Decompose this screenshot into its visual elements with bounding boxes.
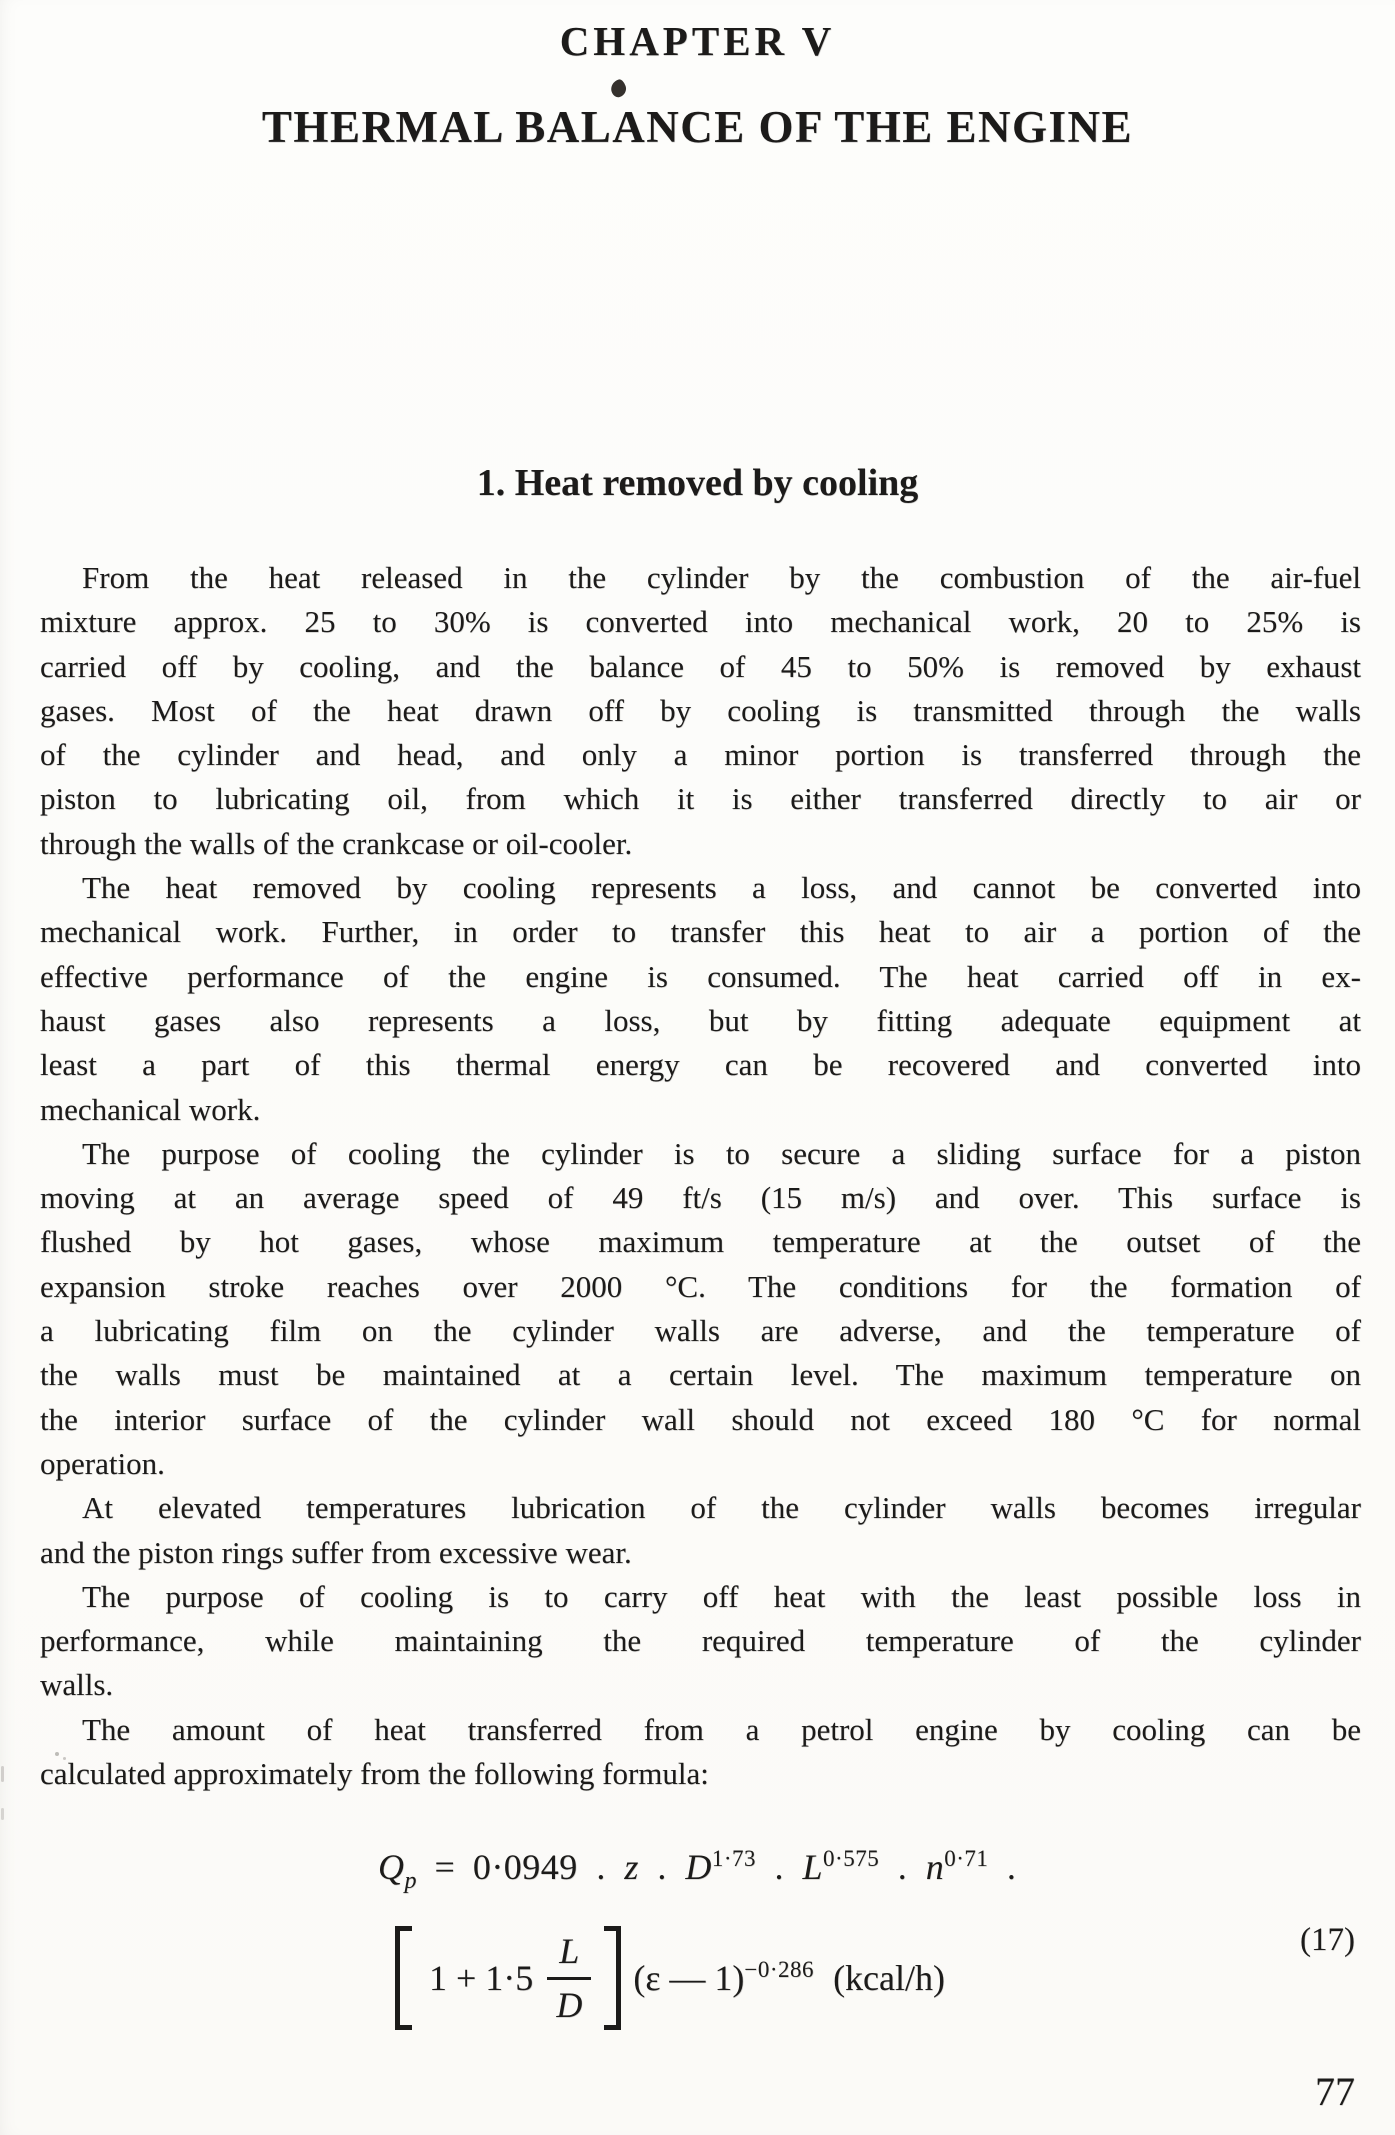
equation-line-1 <box>378 1846 1025 1895</box>
body-line: mechanical work. Further, in order to transfer this heat to air a portion of the <box>40 914 1361 950</box>
body-line: effective performance of the engine is consumed. The heat carried off in ex- <box>40 958 1361 994</box>
scan-speck <box>1 1808 4 1820</box>
body-line: mechanical work. <box>40 1091 261 1127</box>
dot-separator: . <box>657 1847 667 1887</box>
equation-exponent-D: 1·73 <box>711 1846 756 1871</box>
equation-variable-L: L <box>802 1847 824 1887</box>
dot-separator: . <box>1006 1847 1017 1887</box>
equation-units: (kcal/h) <box>833 1958 945 1998</box>
body-line: mixture approx. 25 to 30% is converted into mechanical work, 20 to 25% is <box>40 604 1361 640</box>
fraction-L-over-D <box>547 1930 591 2026</box>
equation-variable-z: z <box>624 1847 639 1887</box>
body-line: the walls must be maintained at a certain level. The maximum temperature on <box>40 1357 1361 1393</box>
right-bracket <box>601 1926 621 2030</box>
body-line: carried off by cooling, and the balance of 45 to 50% is removed by exhaust <box>40 648 1361 684</box>
scan-speck <box>1 1766 4 1782</box>
body-line: expansion stroke reaches over 2000 °C. The conditions for the formation of <box>40 1268 1361 1304</box>
equation-exponent-L: 0·575 <box>823 1846 880 1871</box>
body-line: At elevated temperatures lubrication of the cylinder walls becomes irregular <box>82 1490 1361 1526</box>
equation-exponent-n: 0·71 <box>944 1846 989 1871</box>
equation-line-2 <box>395 1926 945 2030</box>
body-line: operation. <box>40 1445 165 1481</box>
body-line: The purpose of cooling is to carry off heat with the least possible loss in <box>82 1578 1361 1614</box>
chapter-heading: CHAPTER V <box>559 18 836 64</box>
equation-variable-D: D <box>685 1847 712 1887</box>
body-line: haust gases also represents a loss, but by fitting adequate equipment at <box>40 1002 1361 1038</box>
epsilon-term: (ε — 1) <box>633 1958 745 1998</box>
equation-subscript-p: p <box>404 1868 417 1894</box>
body-line: moving at an average speed of 49 ft/s (15 m/s) and over. This surface is <box>40 1180 1361 1216</box>
body-line: flushed by hot gases, whose maximum temperature at the outset of the <box>40 1224 1361 1260</box>
body-line: The amount of heat transferred from a petrol engine by cooling can be <box>82 1711 1361 1747</box>
bracket-term: 1 + 1·5 <box>429 1958 534 1998</box>
body-line: The heat removed by cooling represents a loss, and cannot be converted into <box>82 870 1361 906</box>
dot-separator: . <box>774 1847 784 1887</box>
equation-exponent-epsilon: −0·286 <box>744 1957 815 1982</box>
body-line: a lubricating film on the cylinder walls are adverse, and the temperature of <box>40 1313 1361 1349</box>
chapter-ornament-icon <box>609 78 629 99</box>
body-line: calculated approximately from the following formula: <box>40 1756 709 1792</box>
body-line: least a part of this thermal energy can be recovered and converted into <box>40 1047 1361 1083</box>
page-title: THERMAL BALANCE OF THE ENGINE <box>261 102 1134 152</box>
body-line: piston to lubricating oil, from which it is either transferred directly to air or <box>40 781 1361 817</box>
left-bracket <box>395 1926 415 2030</box>
body-line: and the piston rings suffer from excessive wear. <box>40 1534 632 1570</box>
equals-sign: = <box>434 1847 456 1887</box>
body-line: of the cylinder and head, and only a minor portion is transferred through the <box>40 737 1361 773</box>
body-line: walls. <box>40 1667 114 1703</box>
equation-variable-Q: Q <box>378 1847 405 1887</box>
dot-separator: . <box>596 1847 606 1887</box>
body-line: The purpose of cooling the cylinder is to secure a sliding surface for a piston <box>82 1135 1361 1171</box>
body-line: through the walls of the crankcase or oil-cooler. <box>40 825 633 861</box>
scan-speck <box>55 1752 59 1756</box>
body-line: From the heat released in the cylinder by the combustion of the air-fuel <box>82 560 1361 595</box>
equation-number: (17) <box>1300 1922 1355 1958</box>
fraction-denominator: D <box>556 1985 583 2025</box>
scan-speck <box>63 1757 66 1760</box>
body-line: performance, while maintaining the required temperature of the cylinder <box>40 1623 1361 1659</box>
page-number: 77 <box>1315 2069 1355 2114</box>
page-body <box>40 556 1361 1796</box>
dot-separator: . <box>897 1847 908 1887</box>
body-line: the interior surface of the cylinder wall should not exceed 180 °C for normal <box>40 1401 1361 1437</box>
equation-coefficient: 0·0949 <box>472 1847 578 1887</box>
equation-variable-n: n <box>925 1847 945 1887</box>
body-line: gases. Most of the heat drawn off by cooling is transmitted through the walls <box>40 692 1361 728</box>
fraction-numerator: L <box>547 1930 591 1980</box>
section-heading: 1. Heat removed by cooling <box>476 462 919 504</box>
